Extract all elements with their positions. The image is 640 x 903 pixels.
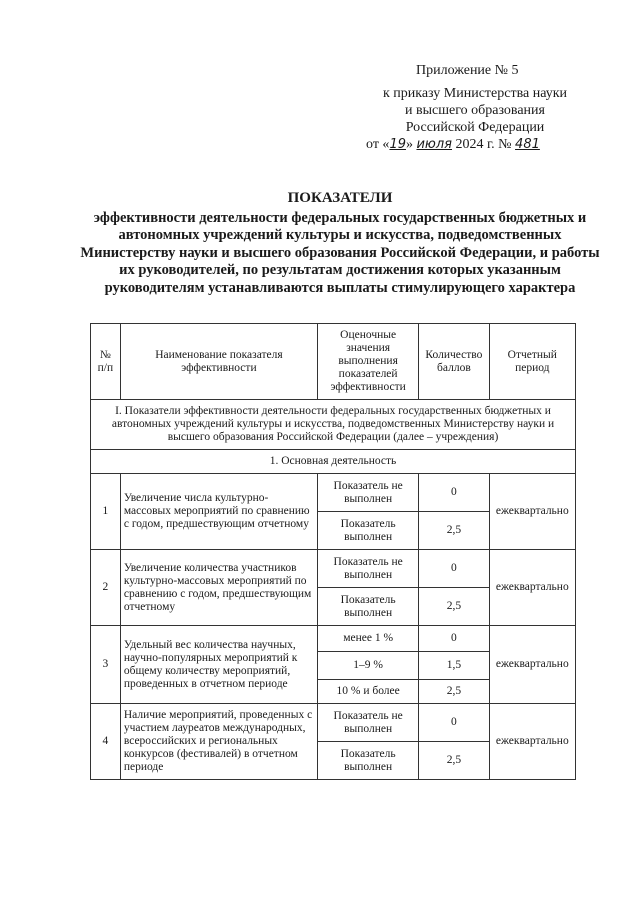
indicators-table: [90, 323, 576, 780]
points-cell: 2,5: [419, 512, 489, 550]
points-cell: 0: [419, 550, 489, 588]
header-points: Количество баллов: [419, 324, 489, 400]
header-name: Наименование показателя эффективности: [120, 324, 317, 400]
value-cell: 1–9 %: [318, 652, 419, 680]
table-header-row: [91, 324, 576, 400]
indicator-name: Наличие мероприятий, проведенных с участием лауреатов международных, всероссийских и региональных конкурсов (фестивалей) в отчетном периоде: [120, 704, 317, 780]
row-number: 1: [91, 474, 121, 550]
value-cell: Показатель выполнен: [318, 742, 419, 780]
header-values: Оценочные значения выполнения показателей эффективности: [318, 324, 419, 400]
section-row: [91, 400, 576, 450]
indicator-name: Увеличение числа культурно-массовых мероприятий по сравнению с годом, предшествующим отчетному: [120, 474, 317, 550]
table-row: [91, 550, 576, 588]
value-cell: Показатель не выполнен: [318, 550, 419, 588]
appendix-line-2: и высшего образования: [405, 103, 545, 118]
indicator-name: Удельный вес количества научных, научно-популярных мероприятий к общему количеству мероприятий, проведенных в отчетном периоде: [120, 626, 317, 704]
points-cell: 2,5: [419, 680, 489, 704]
points-cell: 0: [419, 704, 489, 742]
table-row: [91, 474, 576, 512]
table-row: [91, 704, 576, 742]
points-cell: 2,5: [419, 742, 489, 780]
value-cell: Показатель выполнен: [318, 512, 419, 550]
document-heading: [80, 190, 600, 297]
value-cell: 10 % и более: [318, 680, 419, 704]
points-cell: 2,5: [419, 588, 489, 626]
handwritten-number: 481: [515, 137, 540, 152]
header-num: № п/п: [91, 324, 121, 400]
period-cell: ежеквартально: [489, 626, 575, 704]
section-title: I. Показатели эффективности деятельности федеральных государственных бюджетных и автономных учреждений культуры и искусства, подведомственных Министерству науки и высшего образования Российской Федерации (далее – учреждения): [91, 400, 576, 450]
handwritten-month: июля: [416, 137, 453, 152]
points-cell: 0: [419, 474, 489, 512]
points-cell: 1,5: [419, 652, 489, 680]
date-mid: »: [405, 137, 413, 152]
handwritten-day: 19: [389, 137, 406, 152]
row-number: 2: [91, 550, 121, 626]
period-cell: ежеквартально: [489, 550, 575, 626]
value-cell: менее 1 %: [318, 626, 419, 652]
subsection-title: 1. Основная деятельность: [91, 450, 576, 474]
heading-title: ПОКАЗАТЕЛИ: [287, 190, 393, 206]
period-cell: ежеквартально: [489, 704, 575, 780]
value-cell: Показатель выполнен: [318, 588, 419, 626]
year-text: 2024 г. №: [455, 137, 512, 152]
value-cell: Показатель не выполнен: [318, 704, 419, 742]
indicator-name: Увеличение количества участников культурно-массовых мероприятий по сравнению с годом, предшествующим отчетному: [120, 550, 317, 626]
appendix-line-1: к приказу Министерства науки: [382, 86, 568, 101]
points-cell: 0: [419, 626, 489, 652]
appendix-block: [360, 62, 590, 153]
value-cell: Показатель не выполнен: [318, 474, 419, 512]
subsection-row: [91, 450, 576, 474]
row-number: 3: [91, 626, 121, 704]
header-period: Отчетный период: [489, 324, 575, 400]
table-row: [91, 626, 576, 652]
heading-text: эффективности деятельности федеральных государственных бюджетных и автономных учреждений культуры и искусства, подведомственных Министерству науки и высшего образования Российской Федерации, и работы их руководителей, по результатам достижения которых указанным руководителям устанавливаются выплаты стимулирующего характера: [80, 209, 600, 296]
row-number: 4: [91, 704, 121, 780]
period-cell: ежеквартально: [489, 474, 575, 550]
order-date-line: [360, 136, 590, 153]
appendix-title: Приложение № 5: [416, 63, 519, 78]
date-prefix: от «: [366, 137, 390, 152]
appendix-line-3: Российской Федерации: [405, 120, 545, 135]
